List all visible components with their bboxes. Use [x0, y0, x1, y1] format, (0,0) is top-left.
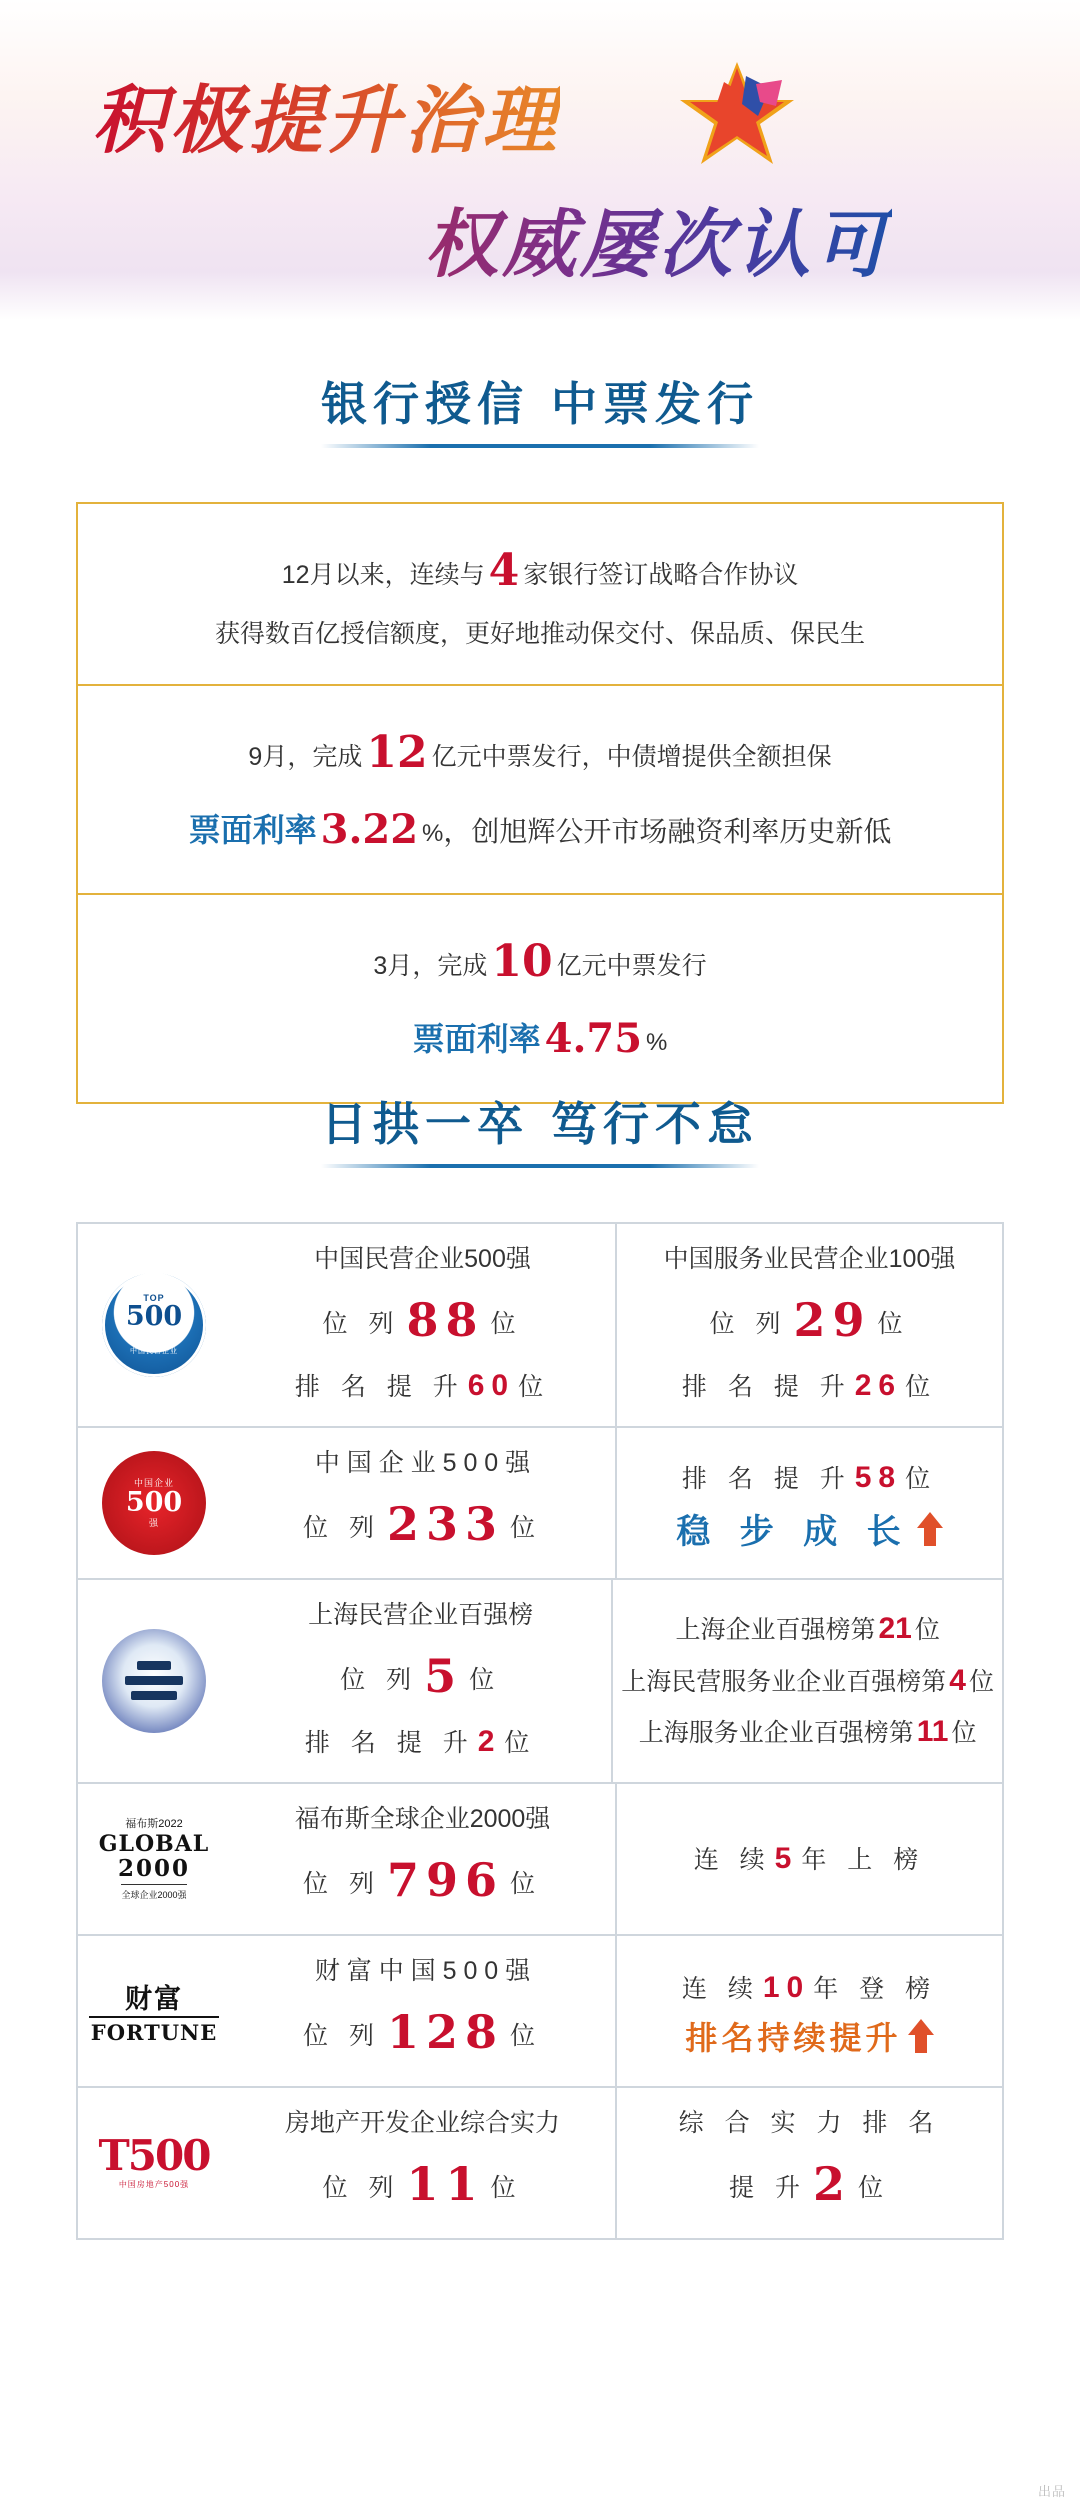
- corner-watermark: 出品: [1037, 2484, 1066, 2499]
- line-number: 4: [949, 1663, 966, 1697]
- logo-line1: 财富: [125, 1983, 183, 2015]
- rank-pre: 位 列: [322, 1310, 401, 1338]
- logo-line4: 全球企业2000强: [121, 1884, 186, 1901]
- top500-realestate-icon: [78, 2088, 230, 2238]
- rank-post: 位: [509, 2021, 542, 2050]
- logo-line1: 福布斯2022: [125, 1817, 183, 1830]
- rank-post: 位: [509, 1869, 542, 1898]
- credit-text-post: 亿元中票发行，中债增提供全额担保: [431, 742, 832, 771]
- credit-line: [118, 793, 962, 867]
- rank-post: 位: [877, 1310, 910, 1338]
- credit-text-pre: 12月以来，连续与: [281, 561, 485, 589]
- rank-pre: 位 列: [340, 1665, 419, 1694]
- coupon-rate-value: 3.22: [320, 806, 419, 854]
- credit-text-post: ，创旭辉公开市场融资利率历史新低: [443, 816, 892, 848]
- line-post: 年 登 榜: [813, 1974, 938, 2003]
- credit-line: [118, 1002, 962, 1076]
- line-pre: 上海民营服务业企业百强榜第: [621, 1667, 947, 1696]
- logo-sub-text: 中国房地产500强: [118, 2180, 190, 2190]
- section-title-credit: [0, 368, 1080, 448]
- rank-title: 中国服务业民营企业100强: [663, 1245, 956, 1273]
- rank-number: 2: [812, 2156, 852, 2211]
- consecutive-years-line: [682, 1962, 937, 2014]
- note-pre: 排 名 提 升: [294, 1373, 465, 1402]
- credit-number: 4: [488, 545, 520, 596]
- line-number: 10: [762, 1970, 811, 2004]
- note-pre: 排 名 提 升: [681, 1465, 852, 1494]
- credit-row-note-sep: [78, 684, 1002, 893]
- line-pre: 连 续: [693, 1845, 772, 1874]
- rank-title: 中国民营企业500强: [314, 1245, 531, 1273]
- logo-sub-text: 中国民营企业: [130, 1348, 178, 1356]
- credit-line: [118, 611, 962, 657]
- rank-cell-right: [615, 2088, 1002, 2238]
- rank-title: 上海民营企业百强榜: [308, 1600, 534, 1629]
- credit-number: 12: [366, 726, 428, 778]
- rank-post: 位: [490, 1310, 523, 1338]
- section-title-rankings-text: 日拱一卒 笃行不怠: [321, 1088, 759, 1168]
- logo-line2: GLOBAL: [98, 1830, 210, 1857]
- rankings-table: [76, 1222, 1004, 2240]
- rank-cell-left: [230, 1428, 615, 1578]
- line-post: 位: [951, 1719, 977, 1748]
- credit-text-post: 家银行签订战略合作协议: [523, 561, 799, 589]
- rank-position-line: [303, 1485, 542, 1564]
- rank-pre: 提 升: [729, 2173, 807, 2202]
- credit-info-box: [76, 502, 1004, 1104]
- rank-post: 位: [857, 2173, 890, 2202]
- table-row: [78, 1934, 1002, 2086]
- forbes-global2000-icon: [78, 1784, 230, 1934]
- rank-position-line: [729, 2145, 890, 2224]
- rank-pre: 位 列: [303, 1869, 381, 1898]
- note-post: 位: [905, 1373, 938, 1402]
- coupon-rate-value: 4.75: [544, 1015, 643, 1063]
- rank-title: 房地产开发企业综合实力: [284, 2108, 560, 2137]
- rank-cell-left: [230, 1784, 615, 1934]
- table-row: [78, 1426, 1002, 1578]
- coupon-rate-label: 票面利率: [412, 1021, 541, 1058]
- rank-cell-right: [615, 1428, 1002, 1578]
- rank-post: 位: [490, 2173, 523, 2202]
- rank-cell-left: [230, 1224, 615, 1426]
- note-pre: 排 名 提 升: [681, 1373, 852, 1402]
- growth-statement: [676, 1504, 942, 1553]
- rank-change-line: [682, 1452, 937, 1504]
- rank-change-line: [305, 1716, 537, 1768]
- rank-position-line: [303, 1841, 542, 1920]
- credit-text-pre: 3月，完成: [373, 952, 488, 981]
- section-title-rankings: [0, 1088, 1080, 1168]
- note-number: 60: [467, 1369, 516, 1403]
- credit-line: [118, 530, 962, 611]
- rank-cell-right: [611, 1580, 1002, 1782]
- rank-post: 位: [469, 1665, 502, 1694]
- rank-number: 88: [406, 1293, 485, 1347]
- rank-number: 11: [406, 2156, 485, 2211]
- note-number: 26: [854, 1369, 903, 1403]
- china-top500-badge-icon: [78, 1428, 230, 1578]
- note-number: 58: [854, 1461, 903, 1495]
- rank-title: 综 合 实 力 排 名: [678, 2108, 941, 2137]
- top500-badge-icon: [78, 1224, 230, 1426]
- note-number: 2: [477, 1724, 502, 1758]
- table-row: [78, 2086, 1002, 2238]
- rank-cell-left: [230, 2088, 615, 2238]
- rank-number: 5: [424, 1648, 464, 1703]
- credit-text-pre: 9月，完成: [248, 742, 363, 771]
- line-pre: 上海企业百强榜第: [675, 1616, 876, 1645]
- rank-cell-left: [230, 1580, 611, 1782]
- rank-extra-line: [675, 1603, 939, 1655]
- rank-title: 福布斯全球企业2000强: [294, 1804, 551, 1833]
- note-post: 位: [504, 1728, 537, 1757]
- rank-pre: 位 列: [303, 2021, 381, 2050]
- note-post: 位: [518, 1373, 551, 1402]
- line-post: 位: [968, 1667, 994, 1696]
- coupon-rate-unit: %: [646, 1029, 668, 1057]
- star-burst-icon: [672, 58, 802, 168]
- logo-num-text: 500: [125, 1487, 183, 1519]
- growth-statement: [685, 2013, 933, 2059]
- header-banner: [0, 0, 1080, 320]
- fortune-china-icon: [78, 1936, 230, 2086]
- line-pre: 上海服务业企业百强榜第: [638, 1719, 914, 1748]
- arrow-up-icon: [908, 2019, 934, 2053]
- rank-post: 位: [509, 1513, 542, 1542]
- line-post: 位: [914, 1616, 940, 1645]
- logo-top-text: 中国企业: [133, 1478, 174, 1489]
- credit-line: [118, 712, 962, 793]
- rank-position-line: [323, 1281, 523, 1360]
- line-pre: 连 续: [681, 1974, 760, 2003]
- coupon-rate-label: 票面利率: [188, 812, 317, 849]
- rank-position-line: [710, 1281, 910, 1360]
- rank-position-line: [340, 1637, 501, 1716]
- consecutive-years-line: [694, 1833, 926, 1885]
- shanghai-enterprise-badge-icon: [78, 1580, 230, 1782]
- credit-row-note-mar: [78, 893, 1002, 1102]
- credit-row-bank: [78, 504, 1002, 684]
- table-row: [78, 1578, 1002, 1782]
- logo-sub-text: 强: [148, 1518, 159, 1529]
- rank-pre: 位 列: [709, 1310, 788, 1338]
- note-pre: 排 名 提 升: [304, 1728, 475, 1757]
- rank-extra-line: [639, 1706, 977, 1758]
- coupon-rate-unit: %: [422, 820, 444, 848]
- table-row: [78, 1224, 1002, 1426]
- logo-top-text: TOP: [143, 1293, 165, 1304]
- note-post: 位: [905, 1465, 938, 1494]
- rank-number: 796: [386, 1852, 504, 1907]
- rank-extra-line: [621, 1655, 994, 1707]
- line-number: 21: [878, 1612, 912, 1646]
- line-number: 11: [916, 1715, 949, 1749]
- table-row: [78, 1782, 1002, 1934]
- arrow-up-icon: [917, 1512, 943, 1546]
- rank-title: 财 富 中 国 5 0 0 强: [314, 1956, 531, 1985]
- credit-number: 10: [491, 936, 553, 988]
- rank-title: 中 国 企 业 5 0 0 强: [314, 1448, 531, 1477]
- line-number: 5: [774, 1841, 799, 1875]
- rank-change-line: [682, 1360, 937, 1412]
- banner-title-line1: 积极提升治理: [92, 62, 560, 168]
- rank-number: 233: [386, 1496, 504, 1551]
- credit-text-post: 亿元中票发行: [556, 952, 707, 981]
- credit-line: [118, 921, 962, 1002]
- rank-number: 128: [386, 2004, 504, 2059]
- rank-position-line: [323, 2145, 523, 2224]
- logo-line2: FORTUNE: [89, 2016, 219, 2045]
- credit-text-pre: 获得数百亿授信额度，更好地推动保交付、保品质、保民生: [214, 620, 865, 649]
- rank-cell-left: [230, 1936, 615, 2086]
- banner-title-line2: 权威屡次认可: [424, 186, 892, 292]
- rank-number: 29: [793, 1293, 872, 1347]
- section-title-credit-text: 银行授信 中票发行: [321, 368, 759, 448]
- rank-cell-right: [615, 1936, 1002, 2086]
- logo-num-text: 500: [125, 1301, 183, 1333]
- logo-big-text: T500: [98, 2131, 210, 2181]
- rank-position-line: [303, 1993, 542, 2072]
- growth-text: 稳 步 成 长: [676, 1513, 911, 1552]
- logo-line3: 2000: [117, 1854, 190, 1882]
- rank-cell-right: [615, 1784, 1002, 1934]
- line-post: 年 上 榜: [801, 1845, 926, 1874]
- rank-pre: 位 列: [303, 1513, 381, 1542]
- growth-text: 排名持续提升: [685, 2020, 902, 2057]
- rank-pre: 位 列: [322, 2173, 401, 2202]
- rank-cell-right: [615, 1224, 1002, 1426]
- rank-change-line: [295, 1360, 550, 1412]
